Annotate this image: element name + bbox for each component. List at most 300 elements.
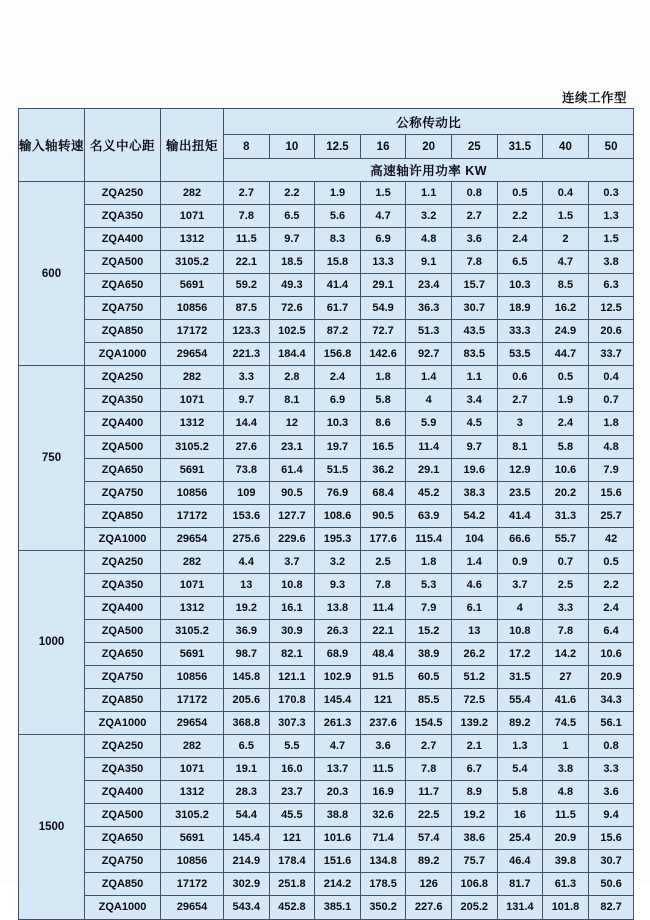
power-cell: 0.8 [451,182,497,205]
power-cell: 8.1 [269,389,315,412]
power-cell: 23.5 [497,481,543,504]
power-cell: 45.5 [269,804,315,827]
table-row [19,758,634,781]
torque-cell: 282 [161,182,224,205]
power-cell: 5.8 [497,781,543,804]
power-cell: 5.4 [497,758,543,781]
power-cell: 16.9 [360,781,406,804]
power-cell: 3.8 [543,758,589,781]
power-cell: 51.2 [451,665,497,688]
power-cell: 131.4 [497,896,543,919]
power-cell: 108.6 [315,504,361,527]
torque-cell: 1312 [161,412,224,435]
power-cell: 101.6 [315,827,361,850]
table-row [19,297,634,320]
power-cell: 18.5 [269,251,315,274]
power-cell: 82.7 [588,896,634,919]
power-cell: 38.6 [451,827,497,850]
power-cell: 26.2 [451,642,497,665]
power-cell: 2.7 [406,735,452,758]
power-cell: 30.7 [588,850,634,873]
table-row [19,343,634,366]
table-row [19,366,634,389]
power-cell: 11.5 [543,804,589,827]
power-cell: 11.5 [224,228,270,251]
power-cell: 15.7 [451,274,497,297]
power-cell: 61.7 [315,297,361,320]
power-cell: 6.5 [269,205,315,228]
power-cell: 18.9 [497,297,543,320]
model-cell: ZQA750 [85,850,161,873]
model-cell: ZQA250 [85,550,161,573]
model-cell: ZQA750 [85,297,161,320]
power-cell: 2.4 [588,596,634,619]
power-cell: 41.4 [497,504,543,527]
power-cell: 11.4 [406,435,452,458]
power-cell: 543.4 [224,896,270,919]
table-row [19,735,634,758]
power-cell: 261.3 [315,712,361,735]
power-cell: 8.6 [360,412,406,435]
model-cell: ZQA500 [85,251,161,274]
torque-cell: 1071 [161,205,224,228]
torque-cell: 282 [161,735,224,758]
torque-cell: 3105.2 [161,251,224,274]
power-cell: 0.7 [588,389,634,412]
power-cell: 46.4 [497,850,543,873]
power-cell: 2.4 [497,228,543,251]
power-cell: 14.2 [543,642,589,665]
power-cell: 0.7 [543,550,589,573]
power-cell: 8.9 [451,781,497,804]
power-cell: 4.7 [315,735,361,758]
power-cell: 12 [269,412,315,435]
power-cell: 85.5 [406,689,452,712]
torque-cell: 5691 [161,642,224,665]
header-row-primary [19,109,634,135]
power-cell: 83.5 [451,343,497,366]
power-cell: 10.6 [588,642,634,665]
power-cell: 9.3 [315,573,361,596]
power-cell: 22.1 [360,619,406,642]
model-cell: ZQA850 [85,504,161,527]
torque-cell: 282 [161,550,224,573]
power-cell: 3.3 [224,366,270,389]
power-cell: 2.7 [451,205,497,228]
header-ratio-12.5: 12.5 [315,135,361,159]
torque-cell: 282 [161,366,224,389]
power-cell: 1.5 [543,205,589,228]
table-row [19,251,634,274]
header-input-speed: 输入轴转速 [19,109,85,182]
power-cell: 10.3 [497,274,543,297]
power-cell: 170.8 [269,689,315,712]
table-row [19,550,634,573]
power-cell: 102.5 [269,320,315,343]
table-row [19,804,634,827]
power-cell: 89.2 [497,712,543,735]
power-cell: 29.1 [360,274,406,297]
power-cell: 71.4 [360,827,406,850]
torque-cell: 1071 [161,573,224,596]
table-row [19,228,634,251]
power-cell: 13.8 [315,596,361,619]
model-cell: ZQA350 [85,389,161,412]
table-row [19,389,634,412]
table-row [19,896,634,919]
power-cell: 9.1 [406,251,452,274]
power-cell: 4.6 [451,573,497,596]
power-cell: 42 [588,527,634,550]
table-row [19,827,634,850]
power-cell: 5.9 [406,412,452,435]
torque-cell: 1312 [161,596,224,619]
power-cell: 16.2 [543,297,589,320]
power-cell: 0.6 [497,366,543,389]
model-cell: ZQA650 [85,274,161,297]
power-cell: 56.1 [588,712,634,735]
header-ratio-10: 10 [269,135,315,159]
table-row [19,665,634,688]
model-cell: ZQA250 [85,735,161,758]
power-cell: 14.4 [224,412,270,435]
torque-cell: 29654 [161,896,224,919]
power-cell: 55.7 [543,527,589,550]
power-cell: 19.7 [315,435,361,458]
power-cell: 1.3 [588,205,634,228]
power-cell: 55.4 [497,689,543,712]
power-cell: 7.8 [360,573,406,596]
power-cell: 8.5 [543,274,589,297]
power-cell: 1.1 [451,366,497,389]
power-cell: 302.9 [224,873,270,896]
power-cell: 43.5 [451,320,497,343]
model-cell: ZQA650 [85,827,161,850]
power-cell: 48.4 [360,642,406,665]
model-cell: ZQA350 [85,573,161,596]
model-cell: ZQA1000 [85,527,161,550]
model-cell: ZQA250 [85,366,161,389]
torque-cell: 3105.2 [161,619,224,642]
power-cell: 2.5 [543,573,589,596]
power-cell: 23.1 [269,435,315,458]
power-cell: 3.3 [588,758,634,781]
power-cell: 51.5 [315,458,361,481]
power-cell: 92.7 [406,343,452,366]
model-cell: ZQA650 [85,642,161,665]
power-cell: 44.7 [543,343,589,366]
power-cell: 178.5 [360,873,406,896]
table-body [19,182,634,920]
power-cell: 214.9 [224,850,270,873]
torque-cell: 29654 [161,527,224,550]
power-cell: 25.7 [588,504,634,527]
table-row [19,320,634,343]
power-cell: 15.2 [406,619,452,642]
model-cell: ZQA400 [85,228,161,251]
power-cell: 41.6 [543,689,589,712]
power-cell: 0.4 [543,182,589,205]
power-cell: 154.5 [406,712,452,735]
power-cell: 121.1 [269,665,315,688]
power-cell: 151.6 [315,850,361,873]
power-cell: 7.9 [588,458,634,481]
power-cell: 34.3 [588,689,634,712]
power-cell: 205.6 [224,689,270,712]
input-speed-cell-600: 600 [19,182,85,366]
power-cell: 350.2 [360,896,406,919]
torque-cell: 5691 [161,274,224,297]
power-cell: 101.8 [543,896,589,919]
power-cell: 26.3 [315,619,361,642]
power-cell: 1.5 [360,182,406,205]
power-cell: 51.3 [406,320,452,343]
power-cell: 23.4 [406,274,452,297]
power-cell: 30.7 [451,297,497,320]
power-cell: 307.3 [269,712,315,735]
power-cell: 16.0 [269,758,315,781]
torque-cell: 29654 [161,712,224,735]
power-cell: 68.9 [315,642,361,665]
power-cell: 178.4 [269,850,315,873]
power-cell: 109 [224,481,270,504]
power-cell: 72.6 [269,297,315,320]
power-cell: 8.1 [497,435,543,458]
power-cell: 20.6 [588,320,634,343]
power-cell: 38.8 [315,804,361,827]
power-cell: 3.4 [451,389,497,412]
model-cell: ZQA1000 [85,712,161,735]
power-cell: 57.4 [406,827,452,850]
power-cell: 2.2 [269,182,315,205]
power-cell: 27.6 [224,435,270,458]
power-cell: 22.1 [224,251,270,274]
table-row [19,435,634,458]
power-cell: 156.8 [315,343,361,366]
power-cell: 10.8 [269,573,315,596]
power-cell: 2 [543,228,589,251]
power-cell: 102.9 [315,665,361,688]
power-cell: 0.3 [588,182,634,205]
power-cell: 41.4 [315,274,361,297]
power-cell: 59.2 [224,274,270,297]
header-ratio-50: 50 [588,135,634,159]
power-cell: 6.1 [451,596,497,619]
power-cell: 8.3 [315,228,361,251]
torque-cell: 5691 [161,827,224,850]
power-cell: 4 [406,389,452,412]
power-cell: 38.3 [451,481,497,504]
power-cell: 123.3 [224,320,270,343]
power-cell: 15.6 [588,481,634,504]
power-cell: 2.7 [497,389,543,412]
power-cell: 5.6 [315,205,361,228]
power-cell: 12.5 [588,297,634,320]
power-cell: 19.2 [224,596,270,619]
power-cell: 20.2 [543,481,589,504]
power-cell: 184.4 [269,343,315,366]
power-cell: 72.7 [360,320,406,343]
power-cell: 11.5 [360,758,406,781]
power-cell: 61.3 [543,873,589,896]
power-cell: 10.6 [543,458,589,481]
power-cell: 90.5 [269,481,315,504]
power-cell: 75.7 [451,850,497,873]
power-cell: 1.9 [315,182,361,205]
power-cell: 6.9 [360,228,406,251]
power-cell: 1.4 [406,366,452,389]
power-cell: 145.4 [315,689,361,712]
model-cell: ZQA400 [85,596,161,619]
model-cell: ZQA1000 [85,896,161,919]
power-cell: 145.4 [224,827,270,850]
power-cell: 33.7 [588,343,634,366]
model-cell: ZQA850 [85,873,161,896]
power-cell: 74.5 [543,712,589,735]
power-cell: 16.5 [360,435,406,458]
power-cell: 73.8 [224,458,270,481]
power-cell: 10.8 [497,619,543,642]
power-cell: 4.8 [588,435,634,458]
power-cell: 1.8 [406,550,452,573]
power-cell: 19.6 [451,458,497,481]
power-cell: 25.4 [497,827,543,850]
power-cell: 3.6 [360,735,406,758]
model-cell: ZQA400 [85,412,161,435]
power-cell: 81.7 [497,873,543,896]
power-cell: 134.8 [360,850,406,873]
power-cell: 229.6 [269,527,315,550]
model-cell: ZQA850 [85,689,161,712]
power-cell: 9.4 [588,804,634,827]
power-cell: 36.3 [406,297,452,320]
power-cell: 142.6 [360,343,406,366]
model-cell: ZQA500 [85,619,161,642]
table-row [19,182,634,205]
table-row [19,481,634,504]
power-cell: 19.2 [451,804,497,827]
power-cell: 4.8 [543,781,589,804]
page-title: 连续工作型 [561,91,627,105]
header-output-torque: 输出扭矩 [161,109,224,182]
power-cell: 19.1 [224,758,270,781]
power-cell: 22.5 [406,804,452,827]
power-cell: 15.8 [315,251,361,274]
power-cell: 49.3 [269,274,315,297]
power-cell: 5.8 [543,435,589,458]
power-cell: 54.9 [360,297,406,320]
power-cell: 2.2 [588,573,634,596]
table-row [19,274,634,297]
power-cell: 76.9 [315,481,361,504]
power-cell: 13 [224,573,270,596]
power-cell: 4.7 [543,251,589,274]
power-cell: 2.8 [269,366,315,389]
power-cell: 4.5 [451,412,497,435]
power-cell: 68.4 [360,481,406,504]
model-cell: ZQA750 [85,481,161,504]
power-cell: 89.2 [406,850,452,873]
torque-cell: 29654 [161,343,224,366]
input-speed-cell-1000: 1000 [19,550,85,734]
power-cell: 214.2 [315,873,361,896]
power-cell: 87.2 [315,320,361,343]
power-cell: 5.5 [269,735,315,758]
model-cell: ZQA500 [85,804,161,827]
model-cell: ZQA1000 [85,343,161,366]
power-cell: 6.9 [315,389,361,412]
power-cell: 2.2 [497,205,543,228]
table-row [19,412,634,435]
header-ratio-8: 8 [224,135,270,159]
power-cell: 36.9 [224,619,270,642]
torque-cell: 10856 [161,665,224,688]
table-row [19,781,634,804]
power-cell: 2.5 [360,550,406,573]
power-cell: 368.8 [224,712,270,735]
power-cell: 13 [451,619,497,642]
table-row [19,689,634,712]
power-cell: 4.7 [360,205,406,228]
power-cell: 66.6 [497,527,543,550]
power-cell: 2.1 [451,735,497,758]
power-cell: 63.9 [406,504,452,527]
power-cell: 0.5 [588,550,634,573]
table-row [19,504,634,527]
power-cell: 54.4 [224,804,270,827]
power-cell: 6.5 [497,251,543,274]
power-cell: 11.4 [360,596,406,619]
power-cell: 3.8 [588,251,634,274]
power-cell: 4.8 [406,228,452,251]
power-cell: 275.6 [224,527,270,550]
power-cell: 145.8 [224,665,270,688]
power-cell: 72.5 [451,689,497,712]
power-cell: 251.8 [269,873,315,896]
header-ratio-group: 公称传动比 [224,109,634,135]
torque-cell: 10856 [161,481,224,504]
power-cell: 1 [543,735,589,758]
power-cell: 23.7 [269,781,315,804]
model-cell: ZQA850 [85,320,161,343]
power-cell: 6.4 [588,619,634,642]
power-cell: 20.9 [543,827,589,850]
power-cell: 3.7 [269,550,315,573]
table-row [19,205,634,228]
power-cell: 31.5 [497,665,543,688]
power-cell: 30.9 [269,619,315,642]
table-row [19,619,634,642]
power-cell: 11.7 [406,781,452,804]
torque-cell: 10856 [161,850,224,873]
table-row [19,850,634,873]
torque-cell: 3105.2 [161,435,224,458]
power-cell: 221.3 [224,343,270,366]
header-ratio-16: 16 [360,135,406,159]
power-cell: 195.3 [315,527,361,550]
power-cell: 13.3 [360,251,406,274]
power-cell: 7.8 [451,251,497,274]
power-cell: 177.6 [360,527,406,550]
power-cell: 452.8 [269,896,315,919]
power-cell: 5.3 [406,573,452,596]
power-cell: 1.8 [360,366,406,389]
power-cell: 2.7 [224,182,270,205]
power-cell: 1.4 [451,550,497,573]
power-cell: 13.7 [315,758,361,781]
power-cell: 3.2 [406,205,452,228]
power-cell: 15.6 [588,827,634,850]
